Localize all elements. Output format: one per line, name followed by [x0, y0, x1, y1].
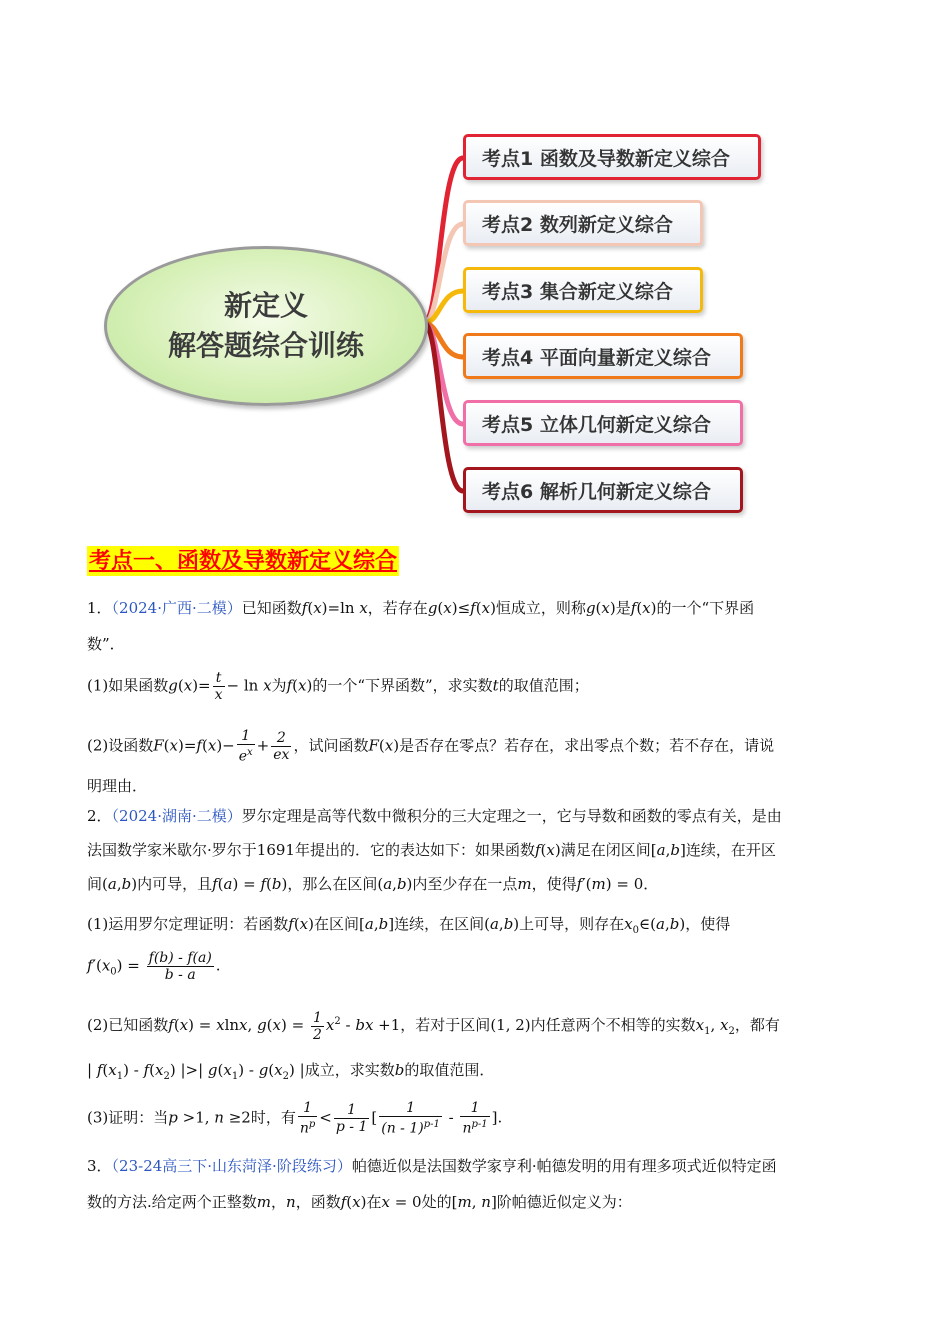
branch-topic-6: 考点6 解析几何新定义综合 — [463, 467, 743, 513]
center-topic — [104, 246, 428, 406]
q3-source: （23-24高三下·山东菏泽·阶段练习） — [111, 1157, 352, 1175]
branch-topic-5: 考点5 立体几何新定义综合 — [463, 400, 743, 446]
q1-part2: (2)设函数F(x)=f(x)− $\frac{1}{e^x}$ + $\frac{2}{ex}$ ，试问函数F(x)是否存在零点？若存在，求出零点个数；若不存在，请说 — [87, 728, 775, 765]
q1-stem-line1: 1．（2024·广西·二模）已知函数f(x)=ln x，若存在g(x)≤f(x)恒成立，则称g(x)是f(x)的一个“下界函 — [87, 599, 755, 617]
branch-topic-4: 考点4 平面向量新定义综合 — [463, 333, 743, 379]
q2-part1: (1)运用罗尔定理证明：若函数f(x)在区间[a,b]连续，在区间(a,b)上可导，则存在$x_0\in(a,b)$，使得 — [87, 915, 731, 936]
q2-part1-formula: $f'(x_0)$ = $\frac{f(b) - f(a)}{b - a}$ . — [87, 950, 221, 983]
center-title-line1: 新定义 — [223, 289, 308, 322]
branch-topic-1: 考点1 函数及导数新定义综合 — [463, 134, 761, 180]
q2-stem-line3: 间(a,b)内可导，且f(a) = f(b)，那么在区间(a,b)内至少存在一点m，使得f′(m) = 0． — [87, 875, 659, 893]
q3-stem-line2: 数的方法.给定两个正整数m，n，函数f(x)在x = 0处的[m, n]阶帕德近似定义为： — [87, 1193, 632, 1211]
center-title-line2: 解答题综合训练 — [167, 329, 364, 362]
q2-stem-line1: 2．（2024·湖南·二模）罗尔定理是高等代数中微积分的三大定理之一，它与导数和函数的零点有关，是由 — [87, 807, 782, 825]
q1-part2-cont: 明理由． — [87, 777, 148, 795]
q3-stem-line1: 3．（23-24高三下·山东菏泽·阶段练习）帕德近似是法国数学家亨利·帕德发明的用有理多项式近似特定函 — [87, 1157, 777, 1175]
mind-map — [0, 0, 950, 540]
q2-part2: (2)已知函数f(x) = xlnx, g(x) = $\frac{1}{2}$ $x^2$ - bx +1，若对于区间(1, 2)内任意两个不相等的实数$x_1$, $x_2$，都有 — [87, 1009, 780, 1043]
section-title: 考点一、函数及导数新定义综合 — [89, 548, 398, 574]
q2-part3: (3)证明：当p >1, n ≥2时，有 $\frac{1}{n^p}$ < $\frac{1}{p - 1}$ [ $\frac{1}{(n - 1)^{p-1}}$ - $\frac{1}{n^{p-1}}$ ]. — [87, 1100, 503, 1137]
q2-stem-line2: 法国数学家米歇尔·罗尔于1691年提出的．它的表达如下：如果函数f(x)满足在闭区间[a,b]连续，在开区 — [87, 841, 776, 859]
q1-part1: (1)如果函数g(x)= $\frac{t}{x}$ − ln x为f(x)的一个“下界函数”，求实数t的取值范围； — [87, 670, 589, 703]
q2-part2-cont: | $f(x_1) - f(x_2)$ |>| $g(x_1) - g(x_2)$ |成立，求实数b的取值范围． — [87, 1061, 495, 1082]
q1-source: （2024·广西·二模） — [111, 599, 242, 617]
q2-source: （2024·湖南·二模） — [111, 807, 242, 825]
q1-stem-line2: 数”． — [87, 635, 125, 653]
branch-topic-3: 考点3 集合新定义综合 — [463, 267, 703, 313]
branch-topic-2: 考点2 数列新定义综合 — [463, 200, 703, 246]
